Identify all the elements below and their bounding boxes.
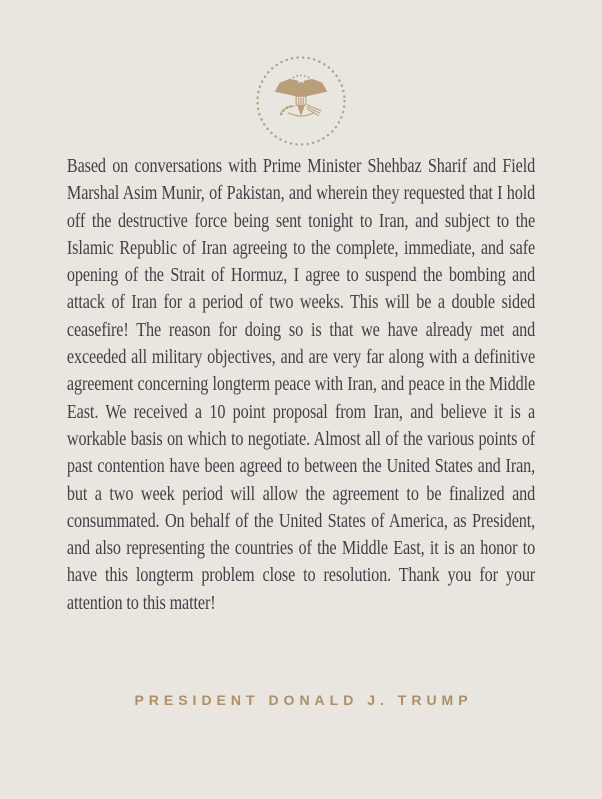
statement-text: Based on conversations with Prime Minister Shehbaz Sharif and Field Marshal Asim Munir, of Pakistan, and wherein they requested that I hold off the destructive force being sent tonight to Iran, and subject to the Islamic Republic of Iran agreeing to the complete, immediate, and safe opening of the Strait of Hormuz, I agree to suspend the bombing and attack of Iran for a period of two weeks. This will be a double sided ceasefire! The reason for doing so is that we have already met and exceeded all military objectives, and are very far along with a definitive agreement concerning longterm peace with Iran, and peace in the Middle East. We received a 10 point proposal from Iran, and believe it is a workable basis on which to negotiate. Almost all of the various points of past contention have been agreed to between the United States and Iran, but a two week period will allow the agreement to be finalized and consummated. On behalf of the United States of America, as President, and also representing the countries of the Middle East, it is an honor to have this longterm problem close to resolution. Thank you for your attention to this matter! (66, 155, 536, 614)
presidential-seal-icon (254, 54, 348, 148)
signature-line: PRESIDENT DONALD J. TRUMP (134, 692, 473, 708)
